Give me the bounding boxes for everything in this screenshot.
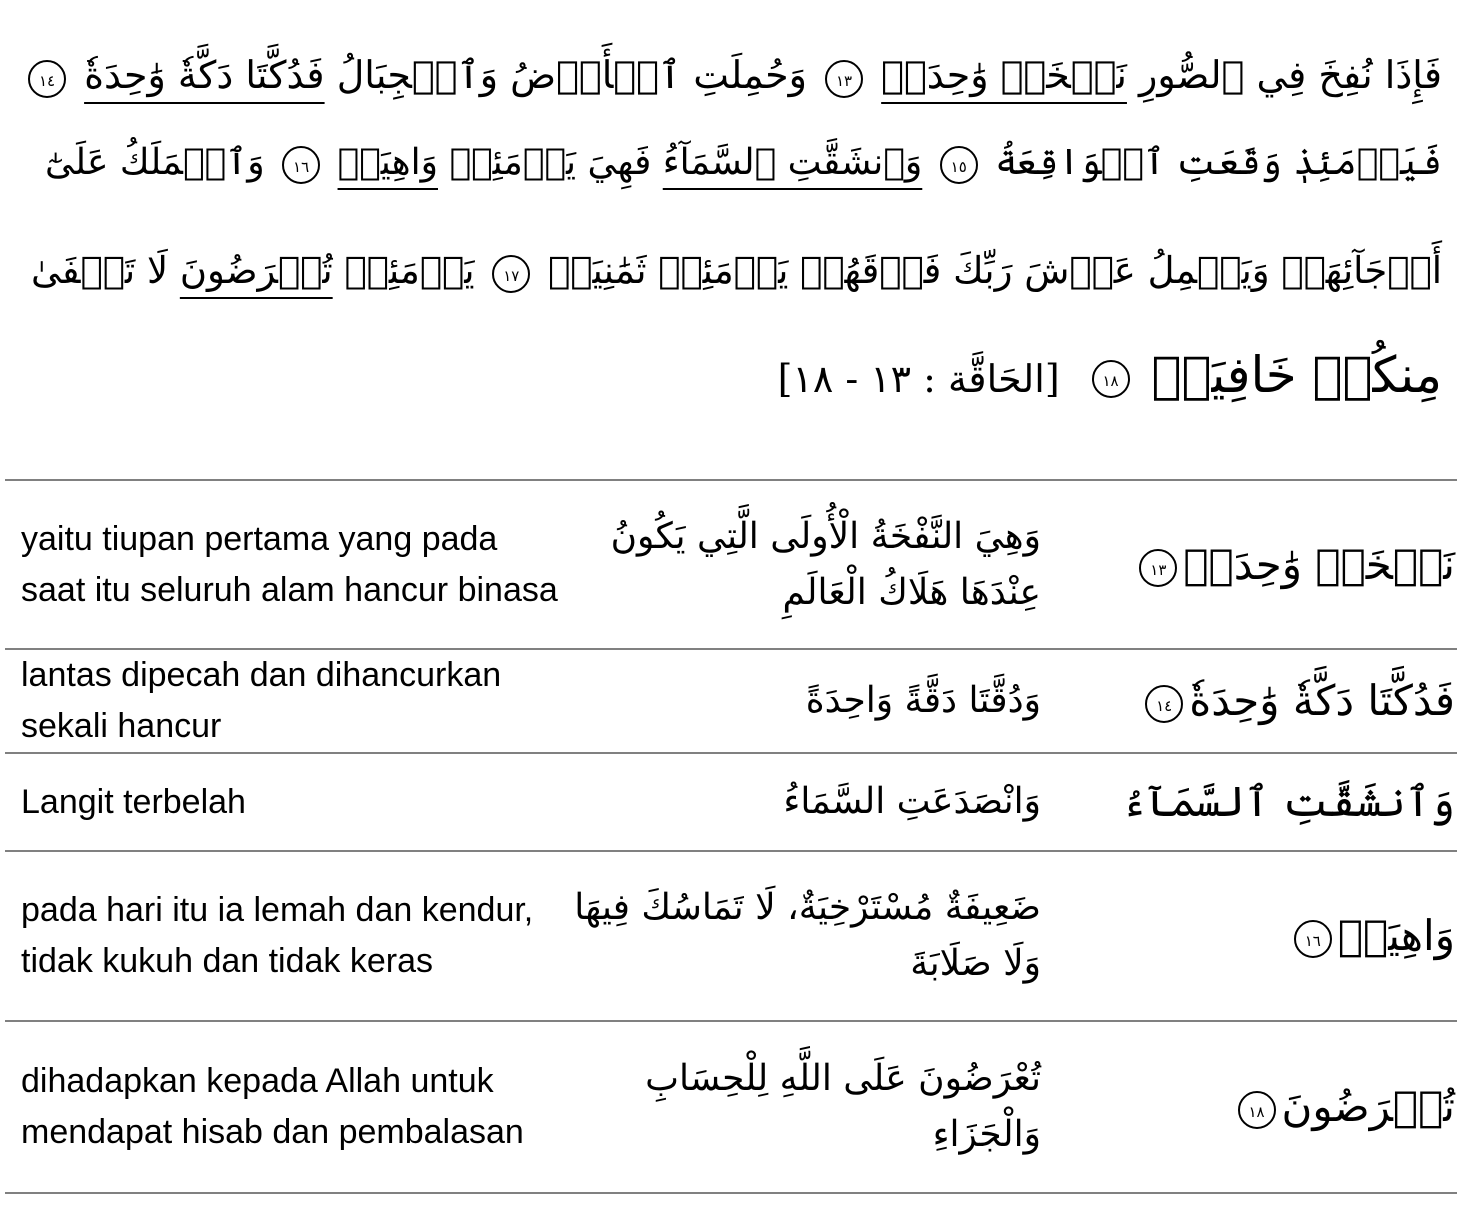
table-row — [5, 480, 1457, 649]
table-row — [5, 851, 1457, 1021]
indonesian-meaning: lantas dipecah dan dihancurkan sekali hancur — [21, 656, 502, 745]
verse-text: لَا تَخۡفَىٰ — [30, 249, 169, 292]
vocabulary-table — [5, 479, 1457, 1194]
table-row — [5, 649, 1457, 753]
quran-word: نَفۡخَةٞ وَٰحِدَةٞ — [1183, 539, 1455, 589]
quran-word-cell — [1049, 851, 1457, 1021]
verse-text: فَإِذَا نُفِخَ فِي ٱلصُّورِ — [1139, 53, 1442, 97]
quran-word: وَاهِيَةٞ — [1337, 911, 1455, 960]
arabic-explanation: وَانْصَدَعَتِ السَّمَاءُ — [783, 781, 1041, 822]
verse-highlight: وَاهِيَةٞ — [337, 142, 438, 183]
indonesian-meaning: Langit terbelah — [21, 782, 246, 821]
verse-line-4 — [778, 340, 1442, 410]
verse-line-3 — [31, 236, 1442, 306]
verse-line-2 — [45, 128, 1442, 198]
verse-text: أَرۡجَآئِهَاۚ وَيَحۡمِلُ عَرۡشَ رَبِّكَ فَوۡقَهُمۡ يَوۡمَئِذٖ ثَمَٰنِيَةٞ — [548, 249, 1442, 292]
verse-text: فَهِيَ يَوۡمَئِذٖ — [449, 142, 652, 183]
ayah-number-mark: ١٦ — [1294, 920, 1332, 958]
arabic-explanation: ضَعِيفَةٌ مُسْتَرْخِيَةٌ، لَا تَمَاسُكَ فِيهَا وَلَا صَلَابَةَ — [574, 887, 1041, 984]
ayah-number-mark: ١٤ — [28, 60, 66, 98]
quran-word-cell — [1049, 649, 1457, 753]
verse-text: فَيَوۡمَئِذٖ وَقَعَتِ ٱلۡوَاقِعَةُ — [995, 142, 1442, 183]
quran-word: وَٱنشَقَّتِ ٱلسَّمَآءُ — [1121, 777, 1455, 826]
indonesian-meaning: dihadapkan kepada Allah untuk mendapat hisab dan pembalasan — [21, 1062, 524, 1151]
arabic-explanation: وَدُقَّتَا دَقَّةً وَاحِدَةً — [805, 680, 1041, 721]
verse-highlight: تُعۡرَضُونَ — [179, 249, 333, 292]
arabic-explanation: تُعْرَضُونَ عَلَى اللَّهِ لِلْحِسَابِ وَالْجَزَاءِ — [645, 1058, 1041, 1155]
quran-verse-block — [14, 0, 1442, 440]
quran-word: تُعۡرَضُونَ — [1281, 1082, 1455, 1131]
verse-text: مِنكُمۡ خَافِيَةٞ — [1151, 346, 1442, 404]
ayah-number-mark: ١٨ — [1238, 1091, 1276, 1129]
ayah-number-mark: ١٧ — [492, 255, 530, 293]
ayah-number-mark: ١٤ — [1145, 685, 1183, 723]
quran-word: فَدُكَّتَا دَكَّةٗ وَٰحِدَةٗ — [1189, 676, 1455, 725]
indonesian-meaning: yaitu tiupan pertama yang pada saat itu seluruh alam hancur binasa — [21, 519, 558, 609]
ayah-number-mark: ١٣ — [1139, 549, 1177, 587]
quran-word-cell — [1049, 480, 1457, 649]
quran-word-cell — [1049, 753, 1457, 851]
verse-highlight: نَفۡخَةٞ وَٰحِدَةٞ — [881, 53, 1127, 97]
ayah-number-mark: ١٨ — [1092, 360, 1130, 398]
verse-text: وَحُمِلَتِ ٱلۡأَرۡضُ وَٱلۡجِبَالُ — [336, 53, 807, 97]
verse-line-1 — [22, 40, 1442, 110]
table-row — [5, 753, 1457, 851]
ayah-number-mark: ١٥ — [940, 146, 978, 184]
verse-highlight: وَٱنشَقَّتِ ٱلسَّمَآءُ — [662, 142, 923, 183]
quran-word-cell — [1049, 1021, 1457, 1193]
arabic-explanation: وَهِيَ النَّفْخَةُ الْأُولَى الَّتِي يَكُونُ عِنْدَهَا هَلَاكُ الْعَالَمِ — [610, 515, 1041, 613]
verse-text: يَوۡمَئِذٖ — [344, 249, 475, 292]
verse-text: وَٱلۡمَلَكُ عَلَىٰٓ — [45, 142, 265, 183]
indonesian-meaning: pada hari itu ia lemah dan kendur, tidak kukuh dan tidak keras — [21, 891, 534, 980]
ayah-number-mark: ١٦ — [282, 146, 320, 184]
surah-reference: [الحَاقَّة : ١٣ - ١٨] — [777, 357, 1060, 401]
table-row — [5, 1021, 1457, 1193]
verse-highlight: فَدُكَّتَا دَكَّةٗ وَٰحِدَةٗ — [84, 53, 325, 97]
ayah-number-mark: ١٣ — [825, 60, 863, 98]
